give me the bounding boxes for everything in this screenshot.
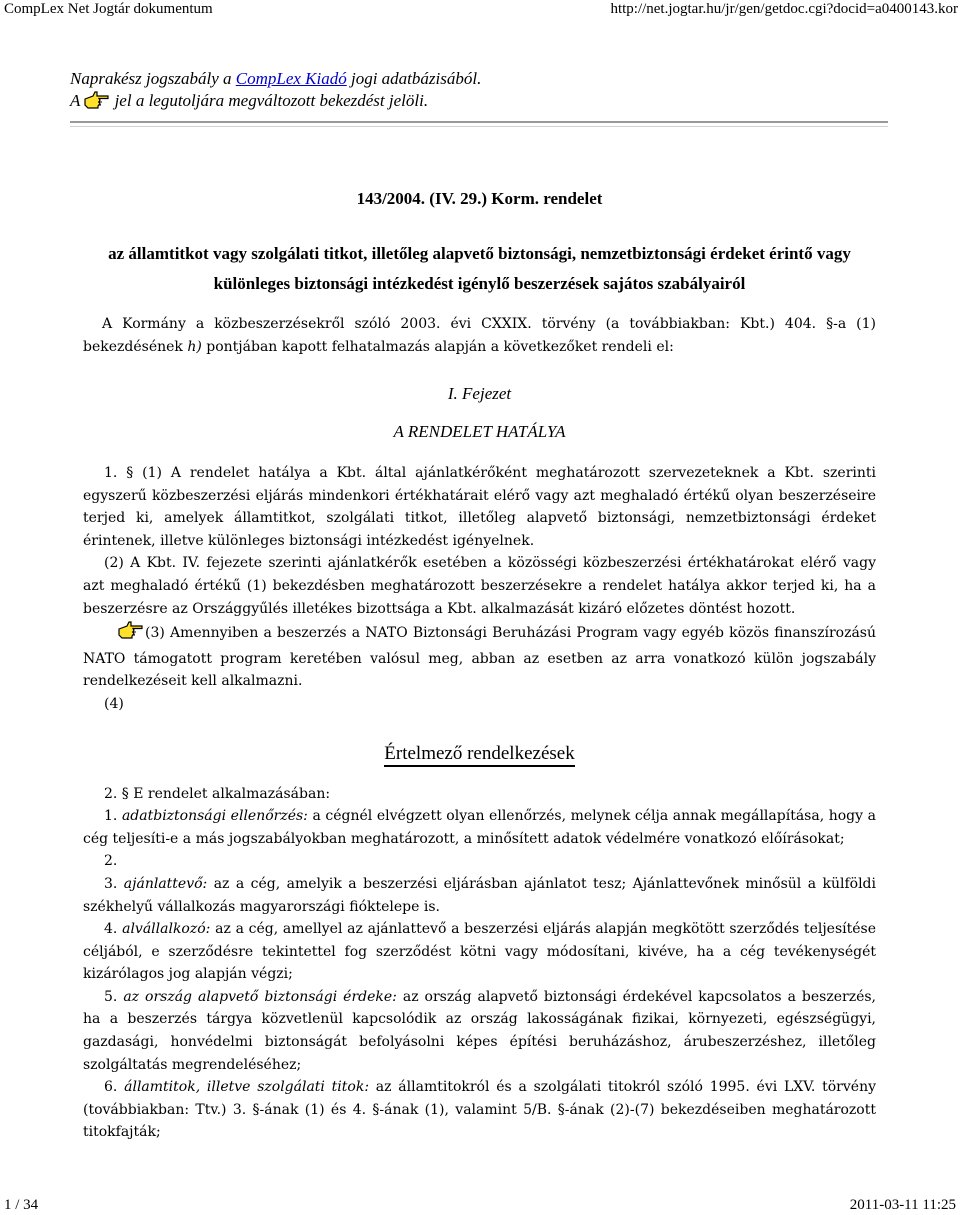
definition-term: adatbiztonsági ellenőrzés: (121, 808, 308, 825)
header-url: http://net.jogtar.hu/jr/gen/getdoc.cgi?docid=a0400143.kor (610, 1, 958, 17)
definition-text: az a cég, amelyik a beszerzési eljárásban ajánlatot tesz; Ajánlattevőnek minősül a külföldi székhelyű vállalkozás magyarországi fióktelepe is. (83, 875, 876, 915)
decree-subject: az államtitkot vagy szolgálati titkot, illetőleg alapvető biztonsági, nemzetbiztonsági érdeket érintő vagy különleges biztonsági intézkedést igénylő beszerzések sajátos szabályairól (108, 244, 851, 293)
definition-5: 5. az ország alapvető biztonsági érdeke: az ország alapvető biztonsági érdekével kapcsolatos a beszerzés, ha a beszerzés tárgya közvetlenül kapcsolódik az ország lakosságának fizikai, környezeti, egészségügyi, gazdasági, honvédelmi biztonságát befolyásolni képes építési beruházáshoz, árubeszerzéshez, illetőleg szolgáltatás megrendeléséhez; (83, 988, 876, 1073)
section-heading (83, 743, 876, 765)
definition-term: az ország alapvető biztonsági érdeke: (123, 988, 397, 1005)
pointing-hand-icon (100, 620, 145, 648)
section1-paragraph1: 1. § (1) A rendelet hatálya a Kbt. által ajánlatkérőként meghatározott szervezeteknek a Kbt. szerinti egyszerű közbeszerzési eljárás mindenkori értékhatárait elérő vagy azt meghaladó értékű olyan beszerzéseire terjed ki, amelyek államtitkot, szolgálati titkot, illetőleg alapvető biztonsági, nemzetbiztonsági érdeket érintenek, illetve különleges biztonsági intézkedést igényelnek. (83, 465, 876, 549)
preamble-point: h) (187, 339, 202, 355)
notice-text: A (70, 91, 81, 110)
notice-text: Naprakész jogszabály a (70, 69, 236, 88)
document-body (83, 184, 876, 1144)
definition-3: 3. ajánlattevő: az a cég, amelyik a beszerzési eljárásban ajánlatot tesz; Ajánlattevőnek minősül a külföldi székhelyű vállalkozás magyarországi fióktelepe is. (83, 875, 876, 915)
pointing-hand-icon (84, 90, 110, 116)
decree-number: 143/2004. (IV. 29.) Korm. rendelet (356, 189, 603, 208)
notice-text: jel a legutoljára megváltozott bekezdést jelöli. (114, 91, 429, 110)
preamble-text: pontjában kapott felhatalmazás alapján a következőket rendeli el: (201, 339, 674, 355)
definition-2: 2. (104, 853, 118, 870)
preamble-text: A Kormány a közbeszerzésekről szóló 2003. évi CXXIX. törvény (a továbbiakban: Kbt.) 404. §-a (1) bekezdésének (83, 316, 876, 355)
section2-head: 2. § E rendelet alkalmazásában: (104, 785, 331, 802)
page-counter: 1 / 34 (4, 1197, 39, 1213)
definition-text: az államtitokról és a szolgálati titokról szóló 1995. évi LXV. törvény (továbbiakban: Ttv.) 3. §-ának (1) és 4. §-ának (1), valamint 5/B. §-ának (2)-(7) bekezdéseiben meghatározott titokfajták; (83, 1079, 876, 1141)
definition-term: ajánlattevő: (123, 875, 208, 892)
definition-1: 1. adatbiztonsági ellenőrzés: a cégnél elvégzett olyan ellenőrzés, melynek célja annak megállapítása, hogy a cég teljesíti-e a más jogszabályokban meghatározott, a minősített adatok védelmére vonatkozó előírásokat; (83, 808, 876, 847)
notice-text: jogi adatbázisából. (346, 69, 482, 88)
section-heading-text: Értelmező rendelkezések (384, 743, 574, 767)
definition-text: a cégnél elvégzett olyan ellenőrzés, melynek célja annak megállapítása, hogy a cég teljesíti-e a más jogszabályokban meghatározott, a minősített adatok védelmére vonatkozó előírásokat; (83, 808, 876, 847)
document-title (83, 184, 876, 299)
definition-text: az a cég, amellyel az ajánlattevő a beszerzési eljárás alapján megkötött szerződés teljesítése céljából, e szerződésre tekintettel fog szerződést kötni vagy módosítani, kivéve, ha a cég tevékenységét kizárólagos jog alapján végzi; (83, 921, 876, 983)
complex-kiado-link[interactable]: CompLex Kiadó (235, 69, 347, 88)
paragraph-text: (3) Amennyiben a beszerzés a NATO Biztonsági Beruházási Program vagy egyéb közös finanszírozású NATO támogatott program keretében valósul meg, abban az esetben az arra vonatkozó külön jogszabály rendelkezéseit kell alkalmazni. (83, 625, 876, 690)
definition-text: az ország alapvető biztonsági érdekével kapcsolatos a beszerzés, ha a beszerzés tárgya közvetlenül kapcsolódik az ország lakosságának fizikai, környezeti, egészségügyi, gazdasági, honvédelmi biztonságát befolyásolni képes építési beruházáshoz, árubeszerzéshez, illetőleg szolgáltatás megrendeléséhez; (83, 988, 876, 1073)
page-header (0, 0, 960, 20)
print-datetime: 2011-03-11 11:25 (849, 1197, 956, 1213)
section1-paragraph3 (83, 620, 876, 693)
definition-term: alvállalkozó: (122, 921, 211, 938)
definition-6: 6. államtitok, illetve szolgálati titok: az államtitokról és a szolgálati titokról szóló 1995. évi LXV. törvény (továbbiakban: Ttv.) 3. §-ának (1) és 4. §-ának (1), valamint 5/B. §-ának (2)-(7) bekezdéseiben meghatározott titokfajták; (83, 1079, 876, 1141)
chapter-number: I. Fejezet (447, 384, 512, 403)
preamble (83, 313, 876, 359)
definition-4: 4. alvállalkozó: az a cég, amellyel az ajánlattevő a beszerzési eljárás alapján megkötött szerződés teljesítése céljából, e szerződésre tekintettel fog szerződést kötni vagy módosítani, kivéve, ha a cég tevékenységét kizárólagos jog alapján végzi; (83, 921, 876, 983)
header-divider (70, 121, 888, 127)
definition-term: államtitok, illetve szolgálati titok: (124, 1079, 370, 1096)
section1-paragraph2: (2) A Kbt. IV. fejezete szerinti ajánlatkérők esetében a közösségi közbeszerzési értékhatárokat elérő vagy azt meghaladó értékű (1) bekezdésben meghatározott beszerzésekre a rendelet hatálya akkor terjed ki, ha a beszerzésre az Országgyűlés illetékes bizottsága a Kbt. alkalmazását kizáró előzetes döntést hozott. (83, 555, 876, 617)
page-footer (0, 1196, 960, 1215)
database-notice (70, 68, 890, 116)
chapter-name: A RENDELET HATÁLYA (393, 422, 566, 441)
section1-paragraph4: (4) (104, 695, 124, 712)
header-title: CompLex Net Jogtár dokumentum (4, 1, 213, 17)
